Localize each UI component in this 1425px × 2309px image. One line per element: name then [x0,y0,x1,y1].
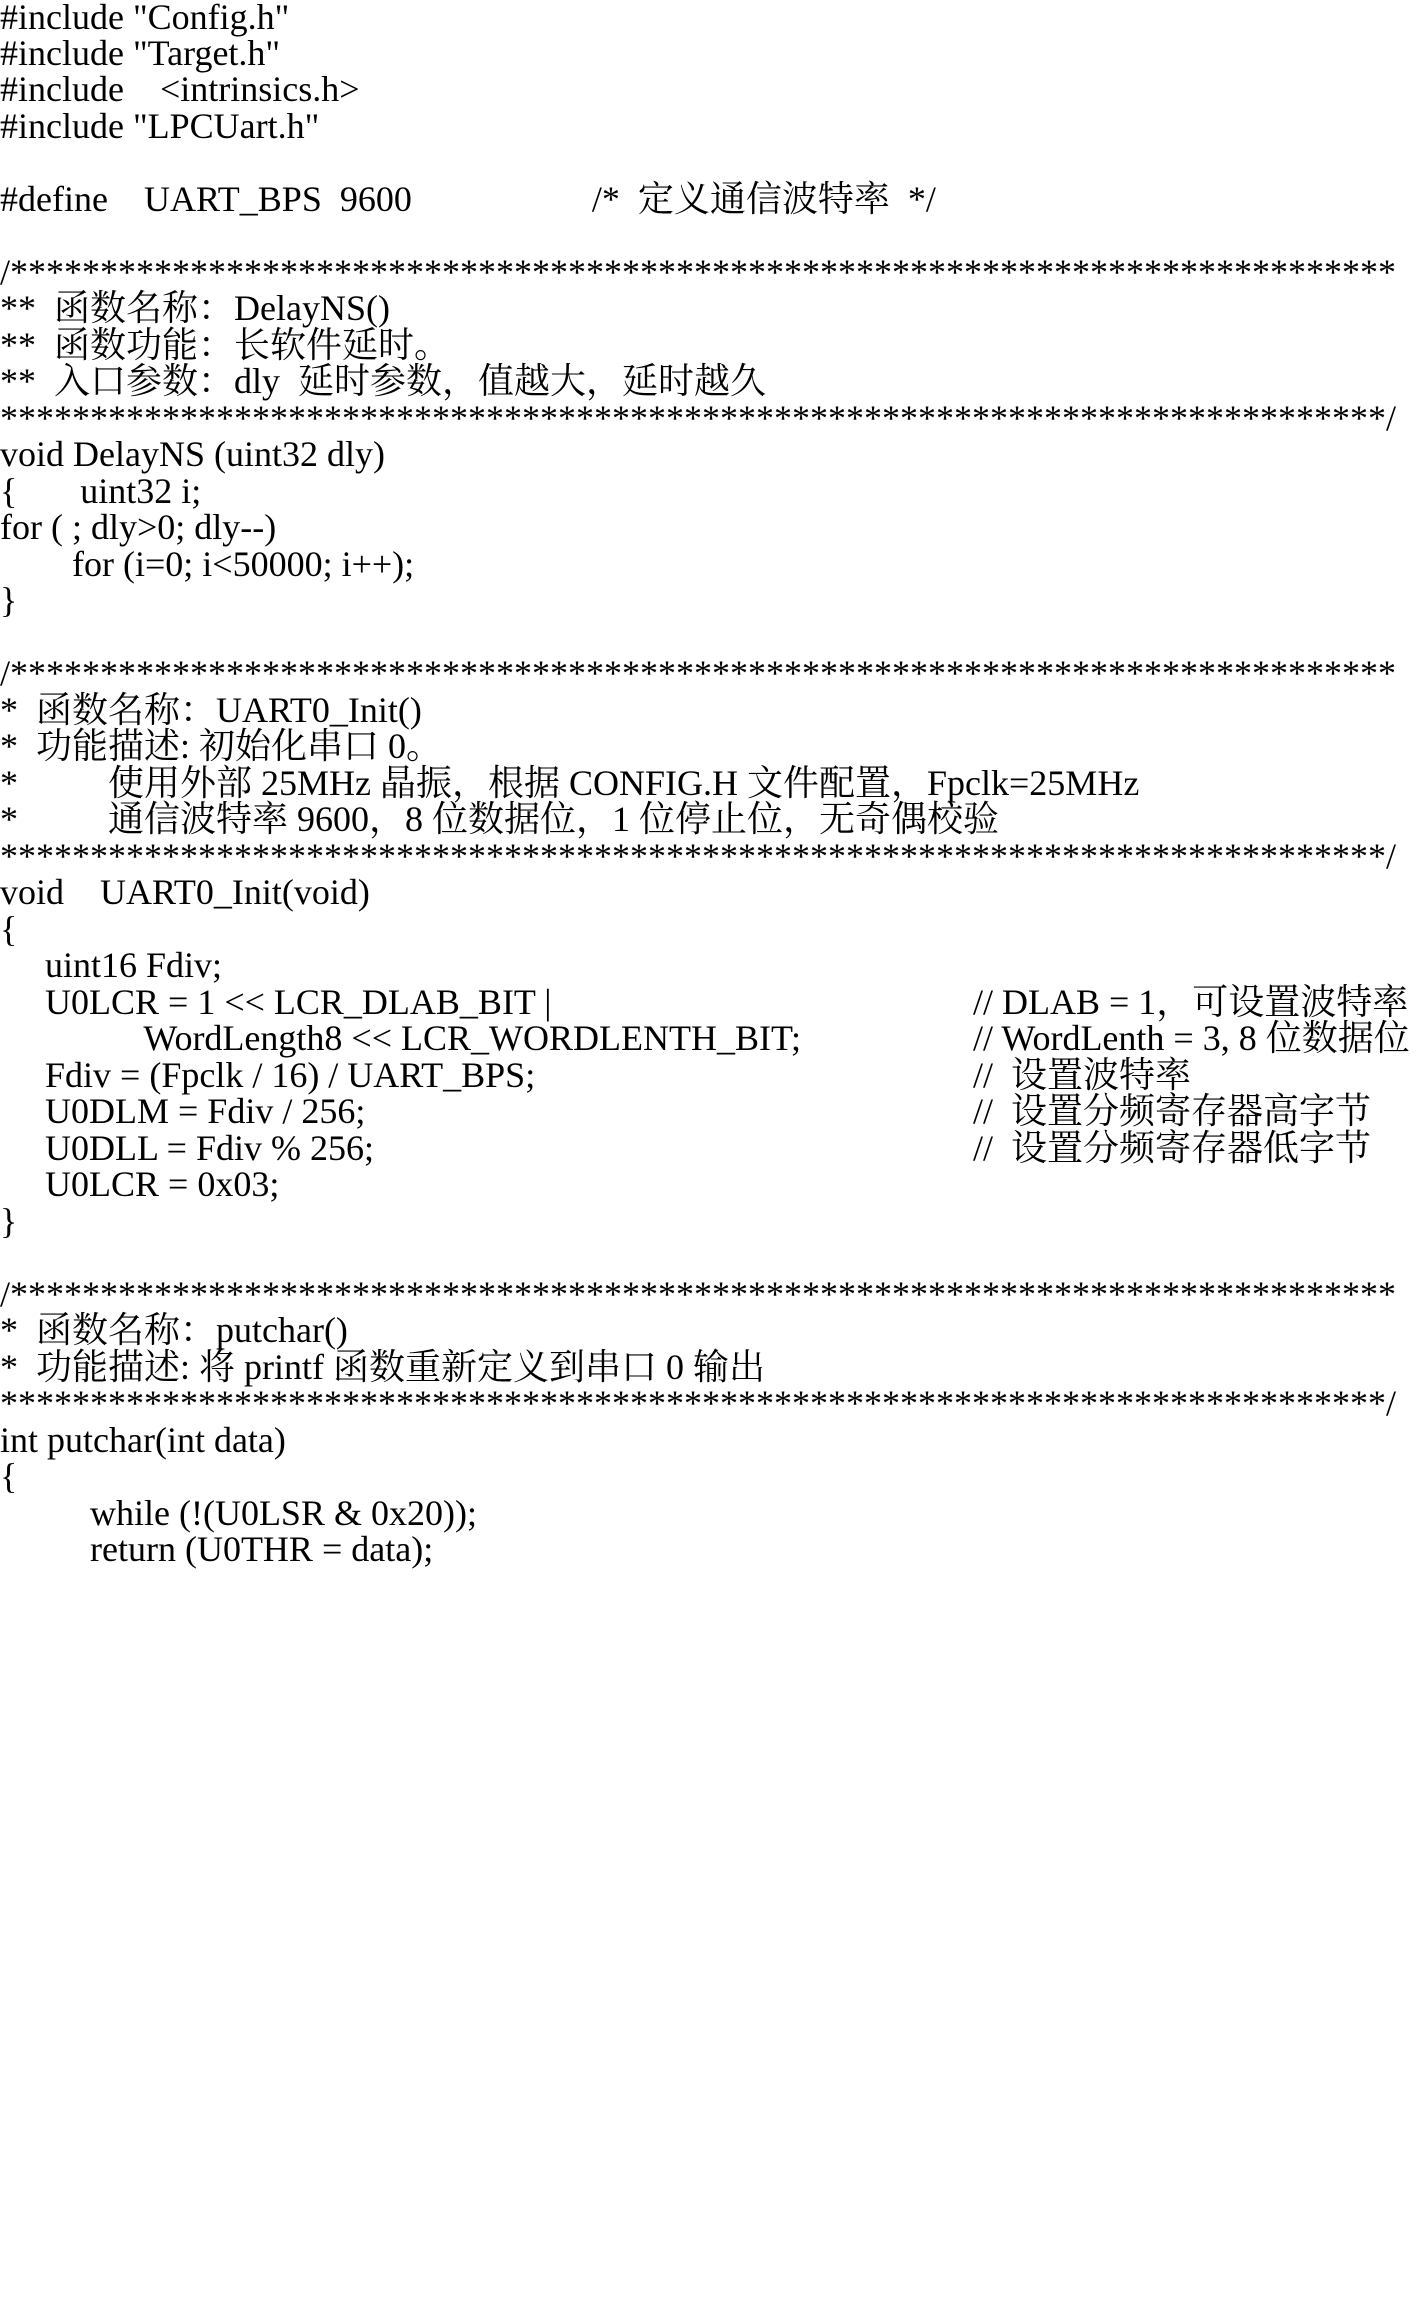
code-line: void DelayNS (uint32 dly) [0,434,385,474]
inline-comment: // DLAB = 1，可设置波特率 [973,982,1409,1022]
code-line: for ( ; dly>0; dly--) [0,507,277,547]
code-line: int putchar(int data) [0,1420,286,1460]
code-line: /***************************************************************************** [0,1274,1397,1314]
code-line: ** 函数功能：长软件延时。 [0,325,451,365]
code-line: { [0,1456,18,1496]
code-line: U0DLL = Fdiv % 256; [0,1128,374,1168]
code-line: #include "Config.h" [0,0,290,37]
code-line: * 函数名称：UART0_Init() [0,690,422,730]
code-line: * 通信波特率 9600，8 位数据位，1 位停止位，无奇偶校验 [0,799,1000,839]
code-line: while (!(U0LSR & 0x20)); [0,1493,477,1533]
code-line: * 使用外部 25MHz 晶振，根据 CONFIG.H 文件配置，Fpclk=25MHz [0,763,1140,803]
code-line: *****************************************************************************/ [0,1383,1397,1423]
code-line: for (i=0; i<50000; i++); [0,544,415,584]
code-line: Fdiv = (Fpclk / 16) / UART_BPS; [0,1055,536,1095]
code-line: * 函数名称：putchar() [0,1310,348,1350]
code-line: *****************************************************************************/ [0,836,1397,876]
code-line: #include <intrinsics.h> [0,69,360,109]
code-line: #define UART_BPS 9600 /* 定义通信波特率 */ [0,179,936,219]
code-line: { uint32 i; [0,471,202,511]
code-line: U0LCR = 0x03; [0,1164,280,1204]
code-line: #include "LPCUart.h" [0,106,320,146]
code-line: * 功能描述: 初始化串口 0。 [0,726,443,766]
code-line: #include "Target.h" [0,33,281,73]
inline-comment: // 设置分频寄存器高字节 [973,1091,1372,1131]
code-line: /***************************************************************************** [0,653,1397,693]
inline-comment: // WordLenth = 3, 8 位数据位 [973,1018,1410,1058]
code-line: uint16 Fdiv; [0,945,223,985]
code-line: U0LCR = 1 << LCR_DLAB_BIT | [0,982,552,1022]
code-line: return (U0THR = data); [0,1529,434,1569]
code-line: * 功能描述: 将 printf 函数重新定义到串口 0 输出 [0,1347,765,1387]
code-line: { [0,909,18,949]
code-line: ** 入口参数：dly 延时参数，值越大，延时越久 [0,361,767,401]
code-line: /***************************************************************************** [0,252,1397,292]
code-line: ** 函数名称：DelayNS() [0,288,390,328]
code-line: WordLength8 << LCR_WORDLENTH_BIT; [0,1018,801,1058]
code-line: U0DLM = Fdiv / 256; [0,1091,366,1131]
code-line: } [0,580,18,620]
inline-comment: // 设置波特率 [973,1055,1192,1095]
inline-comment: // 设置分频寄存器低字节 [973,1128,1372,1168]
code-line: } [0,1201,18,1241]
code-line: void UART0_Init(void) [0,872,370,912]
code-line: *****************************************************************************/ [0,398,1397,438]
